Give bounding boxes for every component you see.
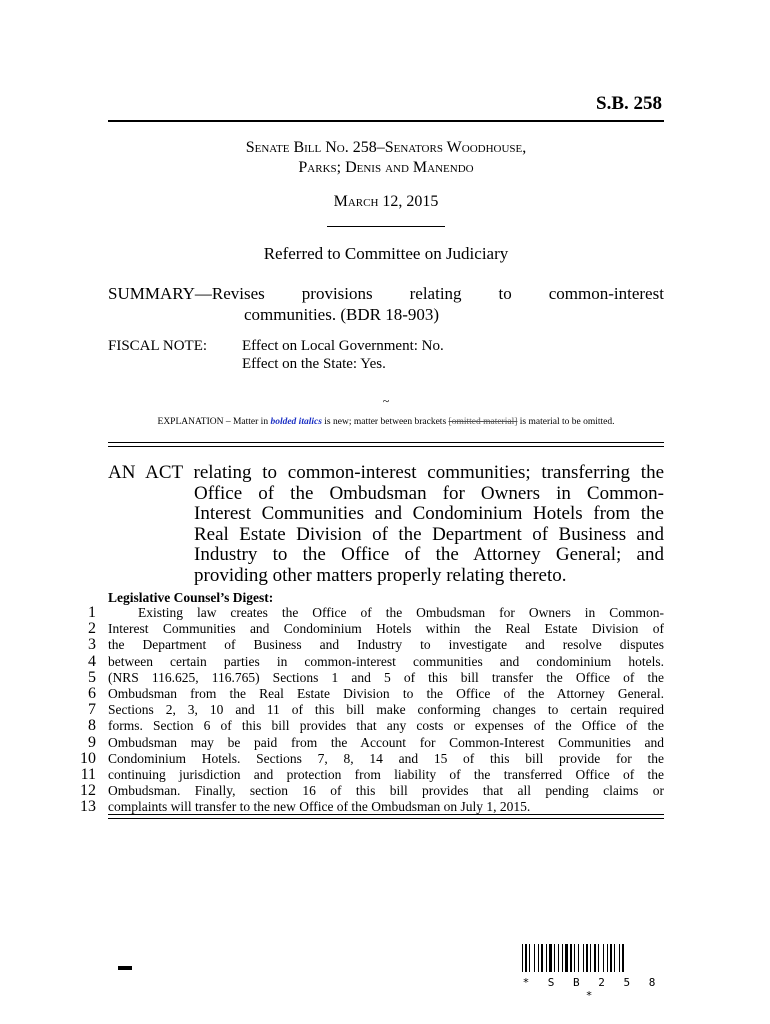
- bill-date: March 12, 2015: [333, 193, 439, 210]
- summary-word: common-interest: [548, 284, 664, 303]
- act-title: [108, 463, 664, 586]
- digest-line: (NRS 116.625, 116.765) Sections 1 and 5 of this bill transfer the Office of the: [108, 669, 664, 685]
- digest-line: between certain parties in common-interest communities and condominium hotels.: [108, 653, 664, 669]
- barcode-bar: [522, 944, 523, 972]
- top-rule: [108, 120, 664, 122]
- act-line: providing other matters properly relating thereto.: [194, 564, 567, 586]
- barcode-bar: [574, 944, 575, 972]
- explanation-middle: is new; matter between brackets: [321, 417, 449, 427]
- line-numbers: [74, 605, 96, 816]
- tilde-separator: ~: [382, 394, 390, 408]
- barcode-bar: [562, 944, 563, 972]
- digest-line: Condominium Hotels. Sections 7, 8, 14 and 15 of this bill provide for the: [108, 750, 664, 766]
- summary-line2: communities. (BDR 18-903): [244, 305, 440, 324]
- digest-line: Existing law creates the Office of the Ombudsman for Owners in Common-: [138, 605, 664, 620]
- barcode-bar: [598, 944, 599, 972]
- bill-title-line1: Senate Bill No. 258–Senators Woodhouse,: [245, 139, 527, 156]
- digest-body: [108, 605, 664, 815]
- barcode: [522, 944, 662, 972]
- explanation: [108, 417, 664, 427]
- act-line: Interest Communities and Condominium Hotels from the: [194, 503, 664, 524]
- digest-title: Legislative Counsel’s Digest:: [108, 590, 274, 605]
- act-line: Office of the Ombudsman for Owners in Common-: [194, 482, 664, 504]
- barcode-bar: [622, 944, 624, 972]
- line-number: 2: [88, 620, 96, 638]
- barcode-bar: [594, 944, 596, 972]
- line-number: 8: [88, 717, 96, 735]
- line-number: 1: [88, 604, 96, 621]
- barcode-bar: [583, 944, 584, 972]
- barcode-bar: [570, 944, 572, 972]
- digest-line: continuing jurisdiction and protection from liability of the transferred Office of the: [108, 766, 664, 782]
- line-number: 6: [88, 685, 96, 703]
- digest-line: Interest Communities and Condominium Hotels within the Real Estate Division of: [108, 621, 664, 637]
- fiscal-state: Effect on the State: Yes.: [242, 356, 386, 372]
- summary-word: provisions: [301, 284, 373, 303]
- summary-word: to: [498, 284, 512, 303]
- line-number: 9: [88, 733, 96, 751]
- line-number: 12: [80, 782, 96, 800]
- barcode-bar: [607, 944, 608, 972]
- barcode-text: * S B 2 5 8 *: [522, 976, 662, 1002]
- digest-line: complaints will transfer to the new Office of the Ombudsman on July 1, 2015.: [108, 799, 531, 815]
- fiscal-note: [108, 337, 664, 373]
- digest-line: Ombudsman. Finally, section 16 of this bill provides that all pending claims or: [108, 783, 664, 799]
- barcode-bar: [525, 944, 527, 972]
- fiscal-note-label: FISCAL NOTE:: [108, 338, 208, 354]
- line-number: 11: [80, 766, 96, 784]
- line-number: 3: [88, 636, 96, 654]
- digest-line: the Department of Business and Industry to investigate and resolve disputes: [108, 637, 664, 653]
- barcode-bar: [603, 944, 604, 972]
- barcode-bar: [546, 944, 547, 972]
- committee-referral: Referred to Committee on Judiciary: [263, 244, 509, 263]
- line-number: 5: [88, 668, 96, 686]
- barcode-bar: [586, 944, 588, 972]
- barcode-bar: [534, 944, 535, 972]
- barcode-bar: [578, 944, 579, 972]
- barcode-bar: [558, 944, 559, 972]
- date-underline: [327, 226, 445, 227]
- line-number: 13: [80, 798, 96, 816]
- line-number: 4: [88, 652, 96, 670]
- bill-number: S.B. 258: [596, 93, 662, 114]
- bill-title-line2: Parks; Denis and Manendo: [298, 159, 474, 176]
- digest-line: forms. Section 6 of this bill provides that any costs or expenses of the Office of the: [108, 718, 664, 734]
- barcode-bar: [541, 944, 543, 972]
- barcode-bar: [529, 944, 530, 972]
- act-line: Real Estate Division of the Department of Business and: [194, 523, 664, 545]
- act-first-line: AN ACT relating to common-interest communities; transferring the: [108, 462, 664, 483]
- barcode-bar: [538, 944, 539, 972]
- summary: [108, 283, 664, 325]
- barcode-bar: [565, 944, 568, 972]
- explanation-omitted: [omitted material]: [448, 417, 518, 427]
- line-number: 10: [80, 749, 96, 767]
- summary-word: relating: [409, 284, 462, 303]
- barcode-bar: [619, 944, 620, 972]
- summary-label: SUMMARY—Revises: [108, 284, 265, 303]
- double-rule-bottom: [108, 814, 664, 819]
- barcode-bar: [549, 944, 552, 972]
- explanation-prefix: EXPLANATION – Matter in: [157, 417, 271, 427]
- line-number: 7: [88, 701, 96, 719]
- barcode-bar: [590, 944, 591, 972]
- digest-line: Sections 2, 3, 10 and 11 of this bill make conforming changes to certain required: [108, 702, 664, 718]
- double-rule-top: [108, 442, 664, 447]
- barcode-bar: [614, 944, 615, 972]
- digest-line: Ombudsman from the Real Estate Division to the Office of the Attorney General.: [108, 685, 664, 701]
- explanation-new-matter: bolded italics: [270, 417, 322, 427]
- act-line: Industry to the Office of the Attorney General; and: [194, 544, 664, 565]
- barcode-bar: [554, 944, 555, 972]
- page-mark: [118, 966, 132, 970]
- barcode-bar: [610, 944, 612, 972]
- fiscal-local: Effect on Local Government: No.: [242, 338, 444, 354]
- explanation-suffix: is material to be omitted.: [517, 417, 615, 427]
- digest-line: Ombudsman may be paid from the Account for Common-Interest Communities and: [108, 734, 664, 750]
